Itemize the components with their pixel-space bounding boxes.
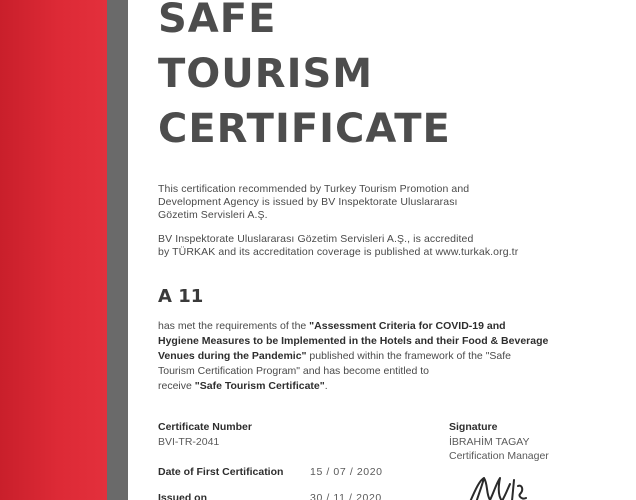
red-side-band: [0, 0, 107, 500]
issued-on-label: Issued on: [158, 492, 208, 500]
intro-line: This certification recommended by Turkey Tourism Promotion and: [158, 183, 470, 195]
certification-statement: [158, 319, 628, 394]
statement-text: .: [324, 380, 328, 392]
statement-text: has met the requirements of the: [158, 320, 310, 332]
title-line-2: TOURISM: [158, 51, 374, 97]
intro-line: Development Agency is issued by BV Inspektorate Uluslararası: [158, 196, 458, 208]
intro-line: by TÜRKAK and its accreditation coverage is published at www.turkak.org.tr: [158, 246, 519, 258]
certificate-number-value: BVI-TR-2041: [158, 436, 220, 448]
title-line-1: SAFE: [158, 0, 277, 42]
title-line-3: CERTIFICATE: [158, 106, 451, 152]
intro-line: Gözetim Servisleri A.Ş.: [158, 209, 268, 221]
signatory-role: Certification Manager: [449, 450, 549, 462]
statement-text: Tourism Certification Program" and has become entitled to: [158, 365, 430, 377]
statement-bold: Venues during the Pandemic": [158, 350, 307, 362]
statement-bold: "Safe Tourism Certificate": [194, 380, 325, 392]
issued-on-value: 30 / 11 / 2020: [310, 492, 382, 500]
first-certification-label: Date of First Certification: [158, 466, 284, 478]
first-certification-value: 15 / 07 / 2020: [310, 466, 383, 478]
holder-code: A 11: [158, 286, 204, 307]
intro-paragraph-1: [158, 183, 618, 222]
certificate-number-label: Certificate Number: [158, 421, 252, 433]
statement-text: receive: [158, 380, 195, 392]
statement-bold: "Assessment Criteria for COVID-19 and: [309, 320, 506, 332]
signature-label: Signature: [449, 421, 498, 433]
signatory-name: İBRAHİM TAGAY: [449, 436, 530, 448]
handwritten-signature: [458, 474, 568, 500]
intro-line: BV Inspektorate Uluslararası Gözetim Servisleri A.Ş., is accredited: [158, 233, 474, 245]
statement-bold: Hygiene Measures to be Implemented in the Hotels and their Food & Beverage: [158, 335, 549, 347]
gray-side-band: [107, 0, 128, 500]
statement-text: published within the framework of the "Safe: [306, 350, 512, 362]
intro-paragraph-2: [158, 233, 618, 259]
